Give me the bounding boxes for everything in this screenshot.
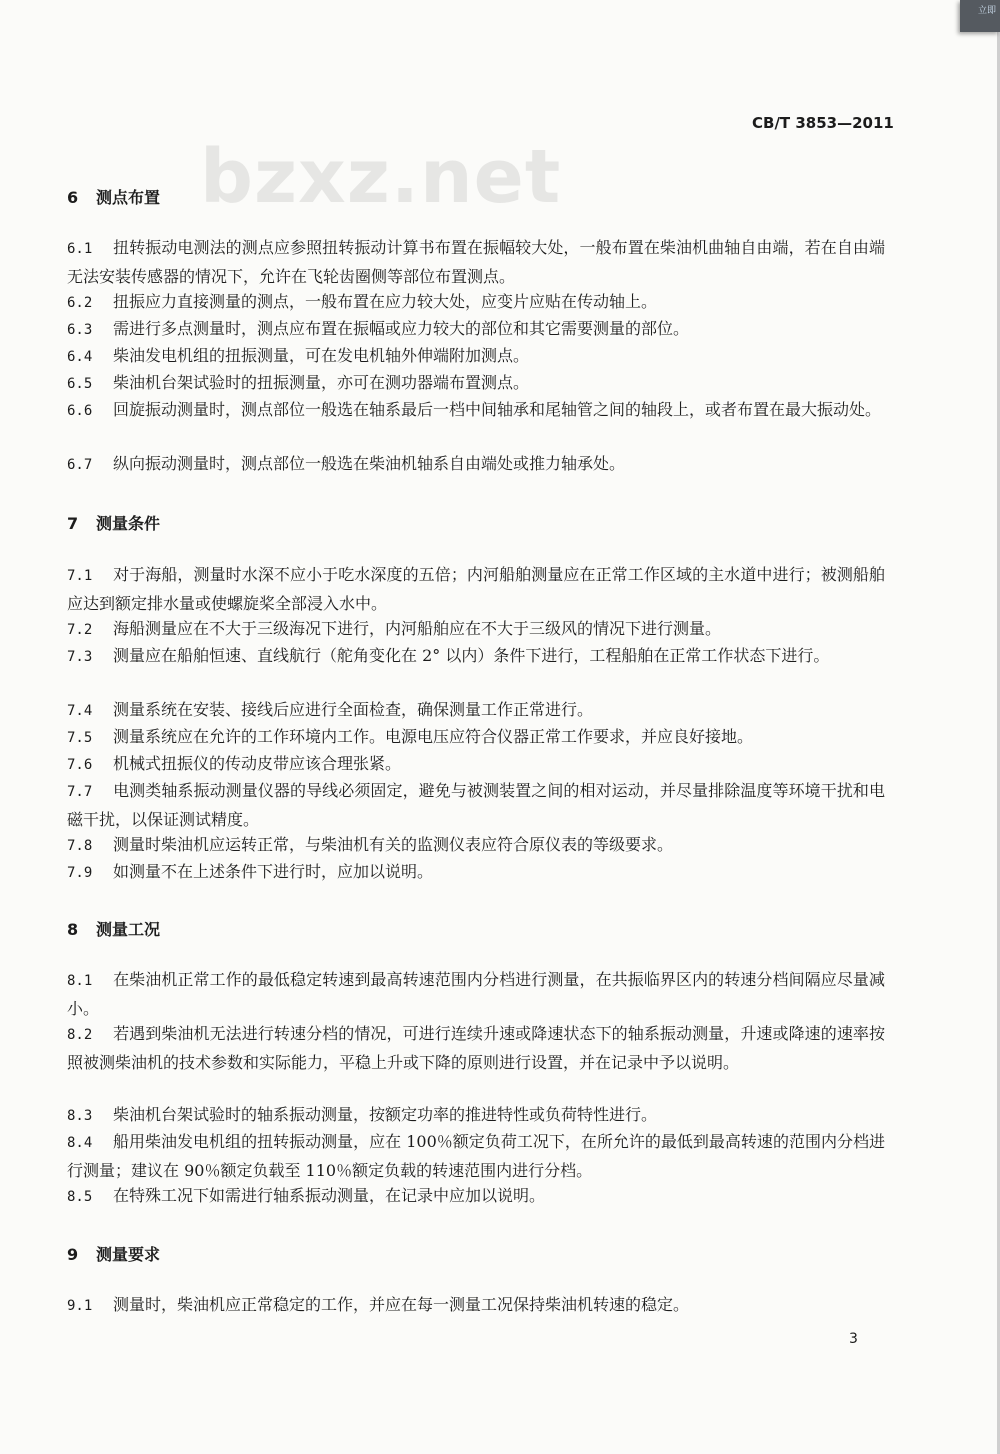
clause-text: 如测量不在上述条件下进行时，应加以说明。: [113, 862, 434, 881]
clause-number: 8.3: [67, 1108, 93, 1124]
clause-text: 扭转振动电测法的测点应参照扭转振动计算书布置在振幅较大处，一般布置在柴油机曲轴自由端，若在自由端无法安装传感器的情况下，允许在飞轮齿圈侧等部位布置测点。: [67, 238, 885, 286]
clause-number: 7.3: [67, 649, 93, 665]
clause-number: 7.7: [67, 784, 93, 800]
clause-number: 6.4: [67, 349, 93, 365]
clause-number: 7.1: [67, 568, 93, 584]
section-number: 6: [67, 188, 79, 207]
clause-number: 7.8: [67, 838, 93, 854]
clause-text: 在柴油机正常工作的最低稳定转速到最高转速范围内分档进行测量，在共振临界区内的转速分档间隔应尽量减小。: [67, 970, 885, 1018]
clause-number: 6.5: [67, 376, 93, 392]
section-title: 测点布置: [96, 188, 161, 207]
clause-6-1: [67, 234, 885, 290]
clause-7-7: [67, 777, 885, 833]
clause-number: 8.2: [67, 1027, 93, 1043]
clause-6-7: [67, 450, 885, 479]
clause-6-5: [67, 369, 885, 398]
clause-number: 6.1: [67, 241, 93, 257]
corner-widget-label[interactable]: 立即: [977, 6, 996, 16]
section-title: 测量工况: [96, 920, 161, 939]
section-heading-9: [67, 1242, 160, 1265]
clause-7-4: [67, 696, 885, 725]
standard-code: CB/T 3853—2011: [752, 114, 894, 132]
clause-7-8: [67, 831, 885, 860]
clause-text: 扭振应力直接测量的测点，一般布置在应力较大处，应变片应贴在传动轴上。: [113, 292, 658, 311]
clause-7-1: [67, 561, 885, 617]
clause-8-1: [67, 966, 885, 1022]
clause-number: 7.5: [67, 730, 93, 746]
corner-widget[interactable]: [960, 0, 1000, 32]
clause-number: 8.1: [67, 973, 93, 989]
clause-6-6: [67, 396, 885, 425]
clause-6-2: [67, 288, 885, 317]
clause-text: 测量系统应在允许的工作环境内工作。电源电压应符合仪器正常工作要求，并应良好接地。: [113, 727, 754, 746]
clause-text: 船用柴油发电机组的扭转振动测量，应在 100％额定负荷工况下，在所允许的最低到最高转速的范围内分档进行测量；建议在 90％额定负载至 110％额定负载的转速范围内进行分档。: [67, 1132, 885, 1180]
clause-number: 6.2: [67, 295, 93, 311]
clause-text: 电测类轴系振动测量仪器的导线必须固定，避免与被测装置之间的相对运动，并尽量排除温度等环境干扰和电磁干扰，以保证测试精度。: [67, 781, 885, 829]
clause-text: 若遇到柴油机无法进行转速分档的情况，可进行连续升速或降速状态下的轴系振动测量，升速或降速的速率按照被测柴油机的技术参数和实际能力，平稳上升或下降的原则进行设置，并在记录中予以说明。: [67, 1024, 885, 1072]
clause-8-4: [67, 1128, 885, 1184]
clause-text: 测量应在船舶恒速、直线航行（舵角变化在 2° 以内）条件下进行，工程船舶在正常工作状态下进行。: [113, 646, 830, 665]
clause-text: 对于海船，测量时水深不应小于吃水深度的五倍；内河船舶测量应在正常工作区域的主水道中进行；被测船舶应达到额定排水量或使螺旋桨全部浸入水中。: [67, 565, 885, 613]
clause-text: 柴油发电机组的扭振测量，可在发电机轴外伸端附加测点。: [113, 346, 530, 365]
clause-number: 6.7: [67, 457, 93, 473]
clause-7-9: [67, 858, 885, 887]
clause-number: 6.6: [67, 403, 93, 419]
clause-number: 9.1: [67, 1298, 93, 1314]
clause-text: 测量时，柴油机应正常稳定的工作，并应在每一测量工况保持柴油机转速的稳定。: [113, 1295, 690, 1314]
section-heading-6: [67, 185, 160, 208]
section-number: 7: [67, 514, 79, 533]
clause-7-3: [67, 642, 885, 671]
clause-text: 海船测量应在不大于三级海况下进行，内河船舶应在不大于三级风的情况下进行测量。: [113, 619, 722, 638]
clause-8-5: [67, 1182, 885, 1211]
clause-text: 机械式扭振仪的传动皮带应该合理张紧。: [113, 754, 402, 773]
watermark: bzxz.net: [200, 134, 562, 220]
clause-text: 测量时柴油机应运转正常，与柴油机有关的监测仪表应符合原仪表的等级要求。: [113, 835, 674, 854]
section-number: 9: [67, 1245, 79, 1264]
clause-9-1: [67, 1291, 885, 1320]
clause-6-4: [67, 342, 885, 371]
clause-text: 回旋振动测量时，测点部位一般选在轴系最后一档中间轴承和尾轴管之间的轴段上，或者布置在最大振动处。: [113, 400, 882, 419]
clause-7-6: [67, 750, 885, 779]
clause-text: 需进行多点测量时，测点应布置在振幅或应力较大的部位和其它需要测量的部位。: [113, 319, 690, 338]
clause-8-3: [67, 1101, 885, 1130]
section-number: 8: [67, 920, 79, 939]
clause-8-2: [67, 1020, 885, 1076]
clause-text: 测量系统在安装、接线后应进行全面检查，确保测量工作正常进行。: [113, 700, 594, 719]
clause-number: 7.9: [67, 865, 93, 881]
clause-number: 7.2: [67, 622, 93, 638]
clause-7-2: [67, 615, 885, 644]
clause-6-3: [67, 315, 885, 344]
clause-number: 7.4: [67, 703, 93, 719]
section-heading-7: [67, 511, 160, 534]
section-title: 测量条件: [96, 514, 161, 533]
section-heading-8: [67, 917, 160, 940]
clause-number: 6.3: [67, 322, 93, 338]
page-number: 3: [849, 1331, 858, 1347]
clause-number: 7.6: [67, 757, 93, 773]
clause-7-5: [67, 723, 885, 752]
clause-text: 柴油机台架试验时的轴系振动测量，按额定功率的推进特性或负荷特性进行。: [113, 1105, 658, 1124]
clause-text: 柴油机台架试验时的扭振测量，亦可在测功器端布置测点。: [113, 373, 530, 392]
clause-text: 在特殊工况下如需进行轴系振动测量，在记录中应加以说明。: [113, 1186, 546, 1205]
section-title: 测量要求: [96, 1245, 161, 1264]
clause-text: 纵向振动测量时，测点部位一般选在柴油机轴系自由端处或推力轴承处。: [113, 454, 626, 473]
clause-number: 8.4: [67, 1135, 93, 1151]
clause-number: 8.5: [67, 1189, 93, 1205]
